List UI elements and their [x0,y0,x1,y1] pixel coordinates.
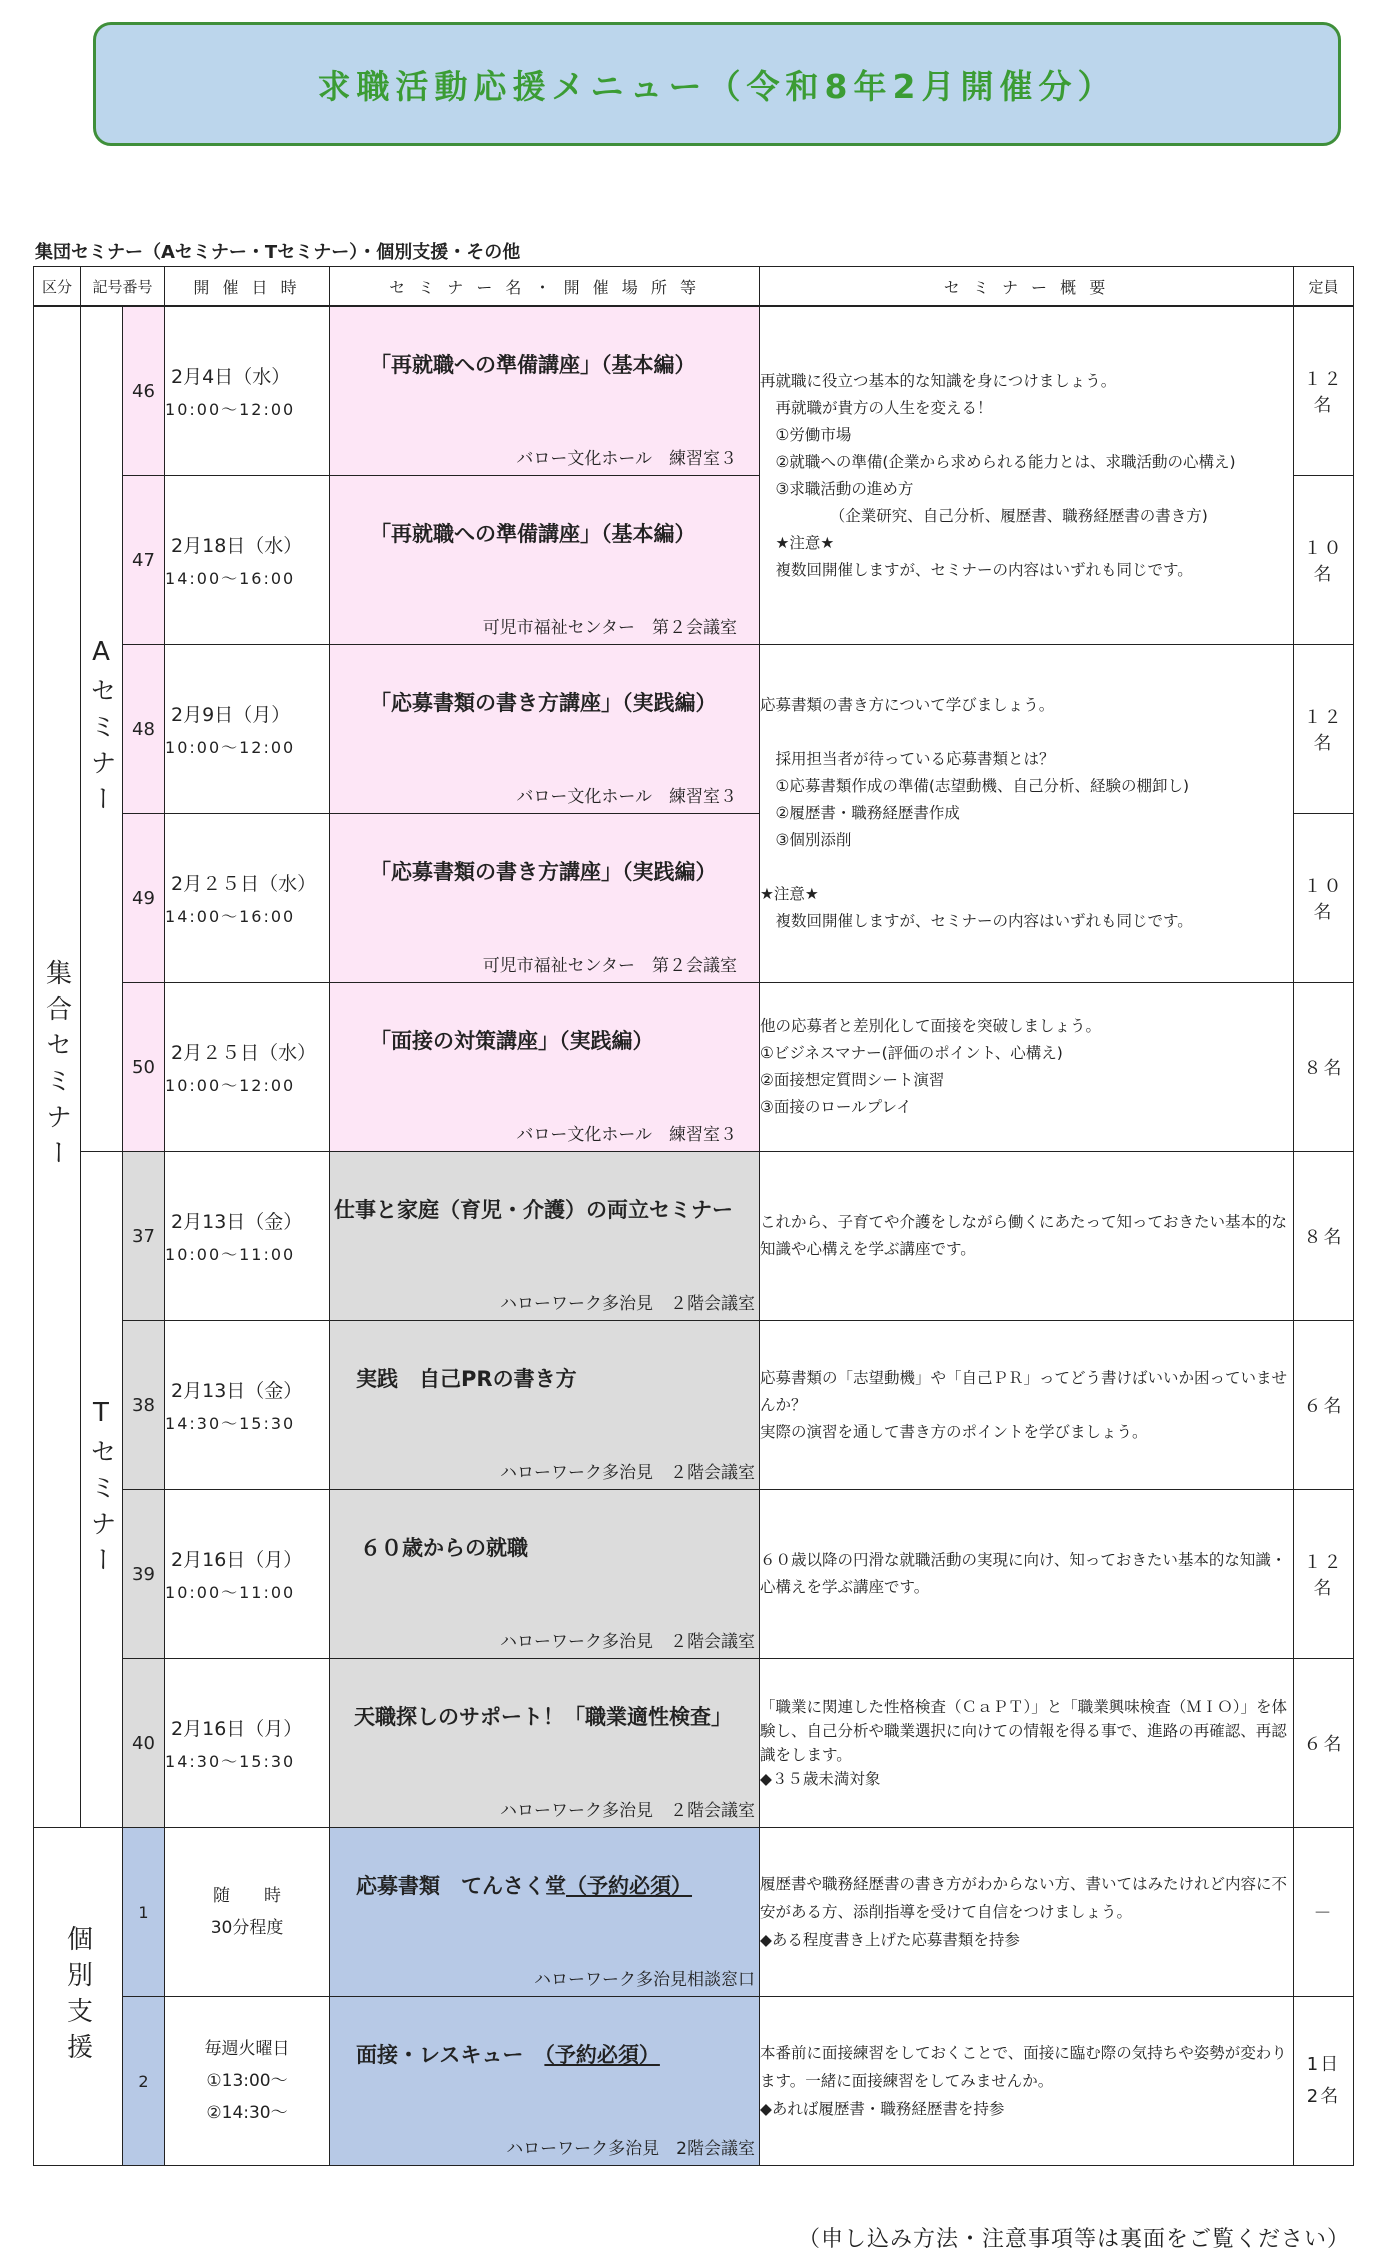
date-line: 随 時 [213,1886,282,1906]
subgroup-label-a: Aセミナー [86,637,116,821]
capacity: 2名 [1306,2086,1341,2107]
summary-line: 実際の演習を通して書き方のポイントを学びましょう。 [760,1422,1148,1441]
row-number: 2 [123,1997,165,2166]
summary-line: 再就職が貴方の人生を変える！ [760,398,993,417]
seminar-name: ６０歳からの就職 [360,1536,529,1560]
row-number: 50 [123,983,165,1152]
row-number: 40 [123,1659,165,1828]
seminar-name: 応募書類 てんさく堂 [356,1874,567,1898]
time: 10:00～11:00 [165,1583,296,1602]
date: 2月13日（金） [171,1211,303,1233]
table-row [34,1997,1354,2166]
summary-line: 他の応募者と差別化して面接を突破しましょう。 [760,1017,1102,1035]
summary-line: これから、子育てや介護をしながら働くにあたって知っておきたい基本的な知識や心構えを学ぶ講座です。 [760,1213,1288,1258]
page-title: 求職活動応援メニュー（令和8年2月開催分） [317,66,1117,106]
time: 10:00～12:00 [165,400,296,419]
summary-line: ◆あれば履歴書・職務経歴書を持参 [760,2100,1005,2118]
summary-cell [760,1997,1294,2166]
venue: ハローワーク多治見 2階会議室 [506,2139,756,2159]
summary-line: 「職業に関連した性格検査（ＣａＰＴ）」と「職業興味検査（ＭＩＯ）」を体験し、自己分析や職業選択に向けての情報を得る事で、進路の再確認、再認識をします。 [760,1698,1288,1764]
date: 2月4日（水） [171,366,291,388]
summary-line: ★注意★ [760,885,819,903]
title-banner [93,22,1341,146]
capacity: １２名 [1294,1490,1354,1659]
capacity: １０名 [1294,476,1354,645]
subgroup-label-cell [81,306,123,1152]
date-cell [165,814,330,983]
venue: ハローワーク多治見 ２階会議室 [500,1801,756,1821]
summary-line: ◆３５歳未満対象 [760,1770,881,1788]
time: 14:00～16:00 [165,907,296,926]
date-cell [165,1997,330,2166]
header-summary: セ ミ ナ ー 概 要 [760,267,1294,307]
capacity: 1日 [1306,2054,1341,2075]
capacity: ６名 [1294,1659,1354,1828]
time: 14:00～16:00 [165,569,296,588]
reserve-note: （予約必須） [566,1874,693,1898]
venue: バロー文化ホール 練習室３ [516,787,738,807]
row-number: 38 [123,1321,165,1490]
summary-cell [760,645,1294,983]
time: 14:30～15:30 [165,1752,296,1771]
venue: ハローワーク多治見 ２階会議室 [500,1294,756,1314]
date-cell [165,983,330,1152]
capacity: ８名 [1294,1152,1354,1321]
capacity: － [1294,1828,1354,1997]
date-cell [165,1321,330,1490]
capacity: １０名 [1294,814,1354,983]
table-row [34,1659,1354,1828]
summary-line: ③求職活動の進め方 [760,479,914,498]
subgroup-label-t: Tセミナー [86,1397,116,1582]
venue: バロー文化ホール 練習室３ [516,1125,738,1145]
summary-line [760,719,1293,746]
row-number: 37 [123,1152,165,1321]
seminar-name: 面接・レスキュー [356,2043,524,2067]
seminar-cell [330,1152,760,1321]
row-number: 48 [123,645,165,814]
header-datetime: 開 催 日 時 [165,267,330,307]
date-cell [165,645,330,814]
seminar-name-group [356,2039,660,2069]
capacity-cell [1294,1997,1354,2166]
table-row [34,306,1354,476]
venue: ハローワーク多治見相談窓口 [534,1970,756,1990]
subgroup-label-cell [81,1152,123,1828]
summary-cell [760,1828,1294,1997]
seminar-name: 仕事と家庭（育児・介護）の両立セミナー [334,1198,734,1222]
group-label-individual: 個別支援 [62,1924,93,2069]
table-row [34,1321,1354,1490]
seminar-name: 天職探しのサポート！「職業適性検査」 [354,1705,733,1729]
row-number: 49 [123,814,165,983]
date-line: ②14:30～ [206,2103,288,2123]
summary-line: ６０歳以降の円滑な就職活動の実現に向け、知っておきたい基本的な知識・心構えを学ぶ講座です。 [760,1551,1287,1596]
summary-line: 履歴書や職務経歴書の書き方がわからない方、書いてはみたけれど内容に不安がある方、添削指導を受けて自信をつけましょう。 [760,1875,1288,1921]
summary-line: 複数回開催しますが、セミナーの内容はいずれも同じです。 [760,560,1193,579]
summary-line: ①ビジネスマナー(評価のポイント、心構え) [760,1044,1063,1062]
date-cell [165,1659,330,1828]
date: 2月16日（月） [171,1549,303,1571]
date: 2月２５日（水） [171,873,317,895]
capacity: １２名 [1294,306,1354,476]
summary-line: 応募書類の「志望動機」や「自己ＰＲ」ってどう書けばいいか困っていませんか？ [760,1368,1288,1414]
summary-cell [760,1490,1294,1659]
row-number: 47 [123,476,165,645]
group-label-cell [34,1828,123,2166]
seminar-cell [330,1828,760,1997]
reserve-note: （予約必須） [544,2043,660,2067]
seminar-cell [330,645,760,814]
summary-cell [760,1321,1294,1490]
capacity: １２名 [1294,645,1354,814]
date-cell [165,476,330,645]
schedule-table [33,266,1354,2166]
summary-cell [760,983,1294,1152]
venue: 可児市福祉センター 第２会議室 [482,956,738,976]
seminar-cell [330,1490,760,1659]
summary-line: ③面接のロールプレイ [760,1098,912,1116]
date-line: ①13:00～ [206,2071,288,2091]
summary-line: 複数回開催しますが、セミナーの内容はいずれも同じです。 [760,912,1193,930]
date: 2月13日（金） [171,1380,303,1402]
date-cell [165,306,330,476]
date-cell [165,1152,330,1321]
seminar-name: 「再就職への準備講座」（基本編） [370,522,696,546]
row-number: 46 [123,306,165,476]
seminar-cell [330,1997,760,2166]
header-name: セ ミ ナ ー 名 ・ 開 催 場 所 等 [330,267,760,307]
time: 14:30～15:30 [165,1414,296,1433]
date-cell [165,1490,330,1659]
table-row [34,1152,1354,1321]
seminar-cell [330,983,760,1152]
date-cell [165,1828,330,1997]
header-kubun: 区分 [34,267,81,307]
seminar-name: 「応募書類の書き方講座」（実践編） [370,691,717,715]
section-subtitle: 集団セミナー（Aセミナー・Tセミナー）・個別支援・その他 [35,242,521,263]
header-code: 記号番号 [81,267,165,307]
seminar-name: 「面接の対策講座」（実践編） [370,1029,654,1053]
seminar-name: 「再就職への準備講座」（基本編） [370,353,696,377]
summary-line: 応募書類の書き方について学びましょう。 [760,696,1055,714]
venue: バロー文化ホール 練習室３ [516,449,738,469]
table-row [34,983,1354,1152]
group-label: 集合セミナー [41,959,72,1175]
date: 2月9日（月） [171,704,291,726]
summary-line: （企業研究、自己分析、履歴書、職務経歴書の書き方) [760,506,1208,525]
summary-line: ★注意★ [760,533,835,552]
summary-line: 採用担当者が待っている応募書類とは？ [760,750,1055,768]
time: 10:00～11:00 [165,1245,296,1264]
summary-line: ②履歴書・職務経歴書作成 [760,804,960,822]
seminar-cell [330,1321,760,1490]
capacity: ８名 [1294,983,1354,1152]
table-row [34,645,1354,814]
summary-cell [760,1152,1294,1321]
table-row [34,1828,1354,1997]
venue: ハローワーク多治見 ２階会議室 [500,1632,756,1652]
seminar-name-group [356,1870,692,1900]
group-label-cell [34,306,81,1828]
seminar-cell [330,1659,760,1828]
footer-note: （申し込み方法・注意事項等は裏面をご覧ください） [797,2227,1350,2252]
summary-line: ◆ある程度書き上げた応募書類を持参 [760,1931,1020,1949]
summary-line: ②面接想定質問シート演習 [760,1071,945,1089]
seminar-cell [330,814,760,983]
header-row [34,267,1354,307]
row-number: 39 [123,1490,165,1659]
summary-line: ②就職への準備(企業から求められる能力とは、求職活動の心構え) [760,452,1236,471]
date: 2月２５日（水） [171,1042,317,1064]
summary-line: ③個別添削 [760,831,852,849]
summary-line [760,854,1293,881]
seminar-cell [330,306,760,476]
summary-line: ①労働市場 [760,425,852,444]
header-capacity: 定員 [1294,267,1354,307]
seminar-name: 「応募書類の書き方講座」（実践編） [370,860,717,884]
seminar-name: 実践 自己PRの書き方 [356,1367,577,1391]
summary-cell [760,306,1294,645]
summary-cell [760,1659,1294,1828]
seminar-cell [330,476,760,645]
capacity: ６名 [1294,1321,1354,1490]
date-line: 毎週火曜日 [204,2039,290,2059]
time: 10:00～12:00 [165,738,296,757]
row-number: 1 [123,1828,165,1997]
date: 2月18日（水） [171,535,303,557]
venue: 可児市福祉センター 第２会議室 [482,618,738,638]
date: 2月16日（月） [171,1718,303,1740]
date-line: 30分程度 [210,1918,284,1938]
summary-line: 本番前に面接練習をしておくことで、面接に臨む際の気持ちや姿勢が変わります。一緒に面接練習をしてみませんか。 [760,2044,1287,2090]
summary-line: ①応募書類作成の準備(志望動機、自己分析、経験の棚卸し) [760,777,1190,795]
summary-line: 再就職に役立つ基本的な知識を身につけましょう。 [760,371,1117,390]
time: 10:00～12:00 [165,1076,296,1095]
table-row [34,1490,1354,1659]
venue: ハローワーク多治見 ２階会議室 [500,1463,756,1483]
